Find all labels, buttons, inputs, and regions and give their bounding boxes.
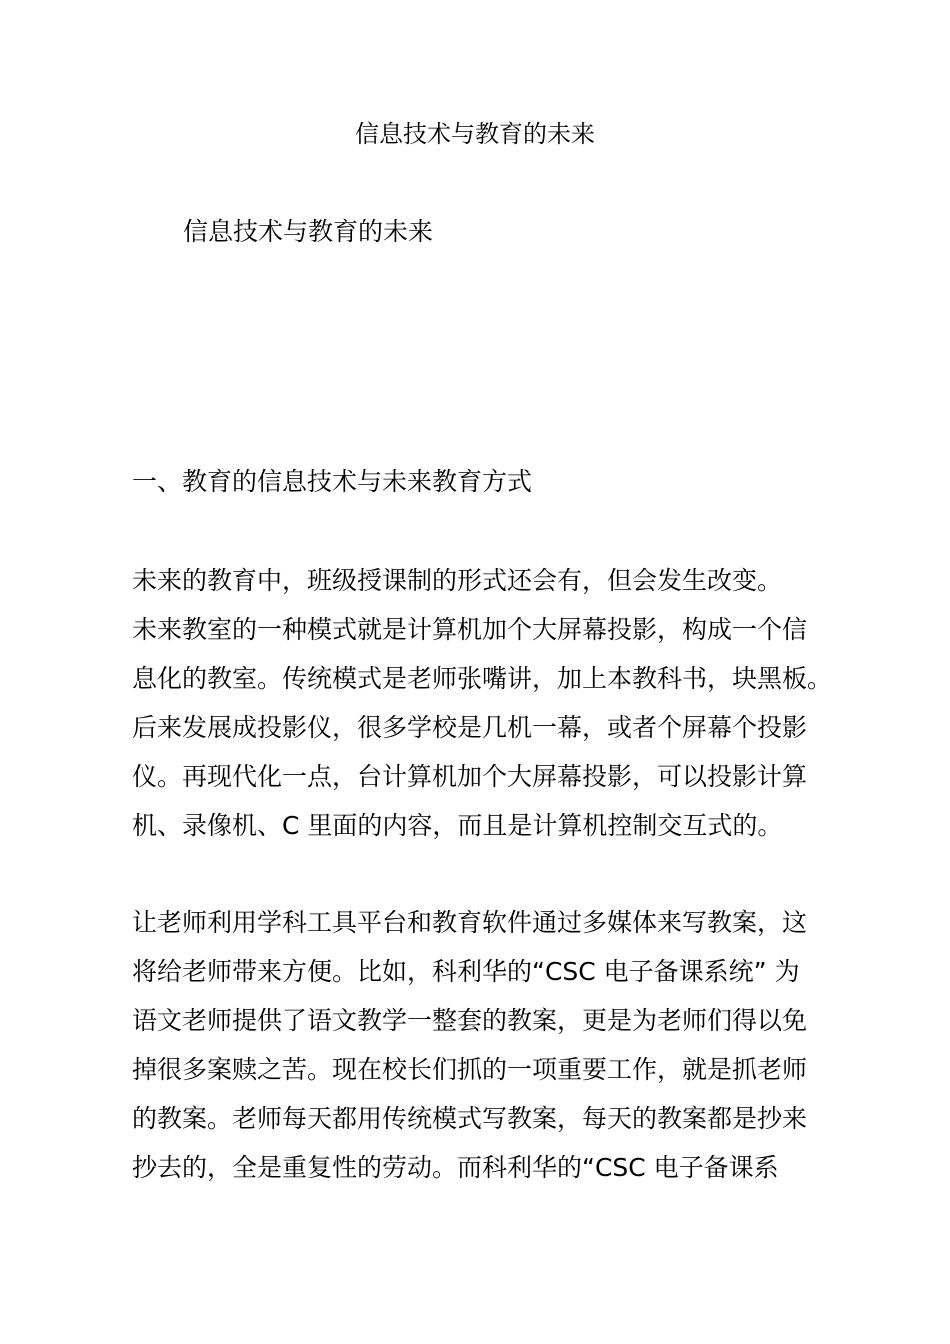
document-title: 信息技术与教育的未来 [355, 120, 595, 148]
paragraph-line: 掉很多案赎之苦。现在校长们抓的一项重要工作，就是抓老师 [132, 1055, 808, 1084]
paragraph-line: 语文老师提供了语文教学一整套的教案，更是为老师们得以免 [132, 1006, 808, 1035]
paragraph-line: 仪。再现代化一点，台计算机加个大屏幕投影，可以投影计算 [132, 762, 808, 791]
section-heading: 一、教育的信息技术与未来教育方式 [132, 467, 533, 496]
paragraph-line: 后来发展成投影仪，很多学校是几机一幕，或者个屏幕个投影 [132, 713, 808, 742]
paragraph-2 [132, 898, 807, 1192]
paragraph-line: 息化的教室。传统模式是老师张嘴讲，加上本教科书，块黑板。 [132, 664, 833, 693]
document-subtitle: 信息技术与教育的未来 [183, 217, 434, 246]
paragraph-line: 未来教室的一种模式就是计算机加个大屏幕投影，构成一个信 [132, 615, 808, 644]
paragraph-1 [132, 556, 832, 850]
paragraph-line: 的教案。老师每天都用传统模式写教案，每天的教案都是抄来 [132, 1104, 808, 1133]
paragraph-line: 将给老师带来方便。比如，科利华的“CSC 电子备课系统” 为 [132, 957, 800, 986]
paragraph-line: 未来的教育中，班级授课制的形式还会有，但会发生改变。 [132, 566, 783, 595]
paragraph-line: 让老师利用学科工具平台和教育软件通过多媒体来写教案，这 [132, 908, 808, 937]
paragraph-line: 抄去的，全是重复性的劳动。而科利华的“CSC 电子备课系 [132, 1153, 779, 1182]
paragraph-line: 机、录像机、C 里面的内容，而且是计算机控制交互式的。 [132, 811, 783, 840]
